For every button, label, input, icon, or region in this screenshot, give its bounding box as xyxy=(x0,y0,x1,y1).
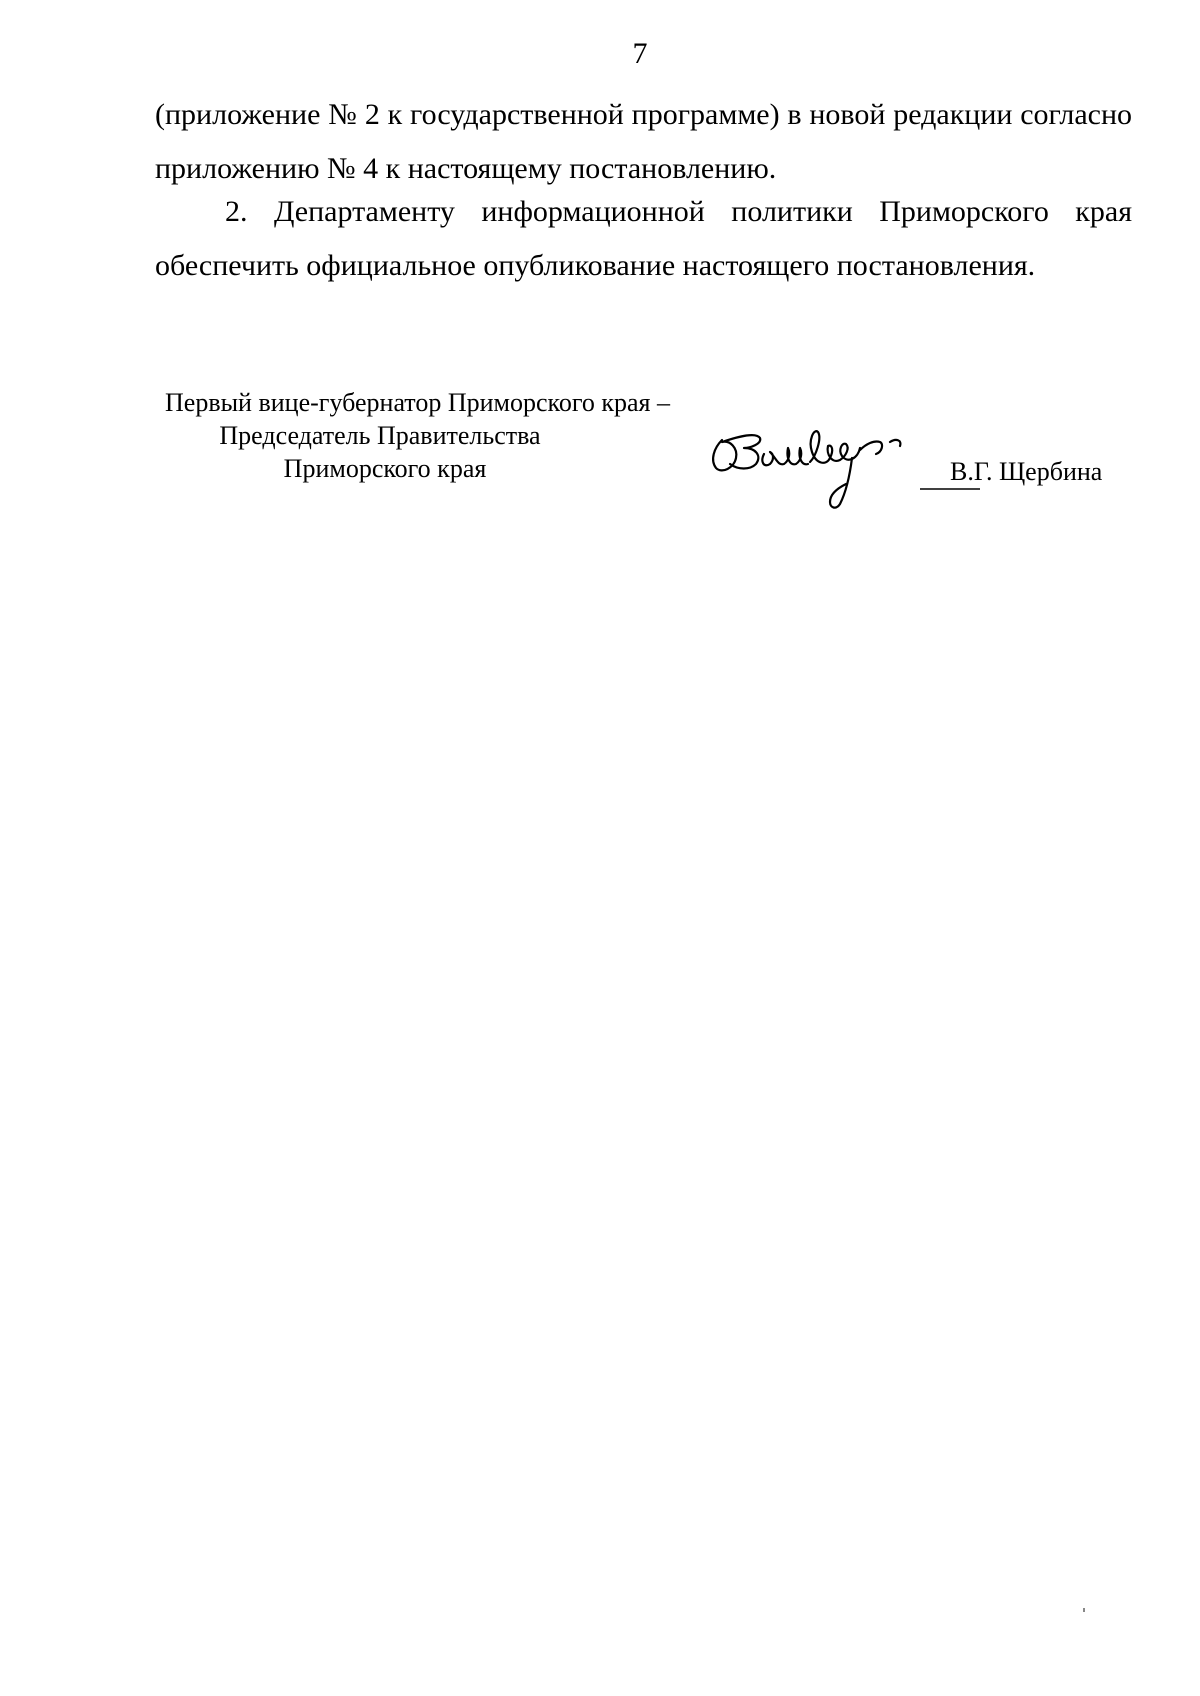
paragraph-text: 2. Департаменту информационной политики Приморского края обеспечить официальное опубликование настоящего постановления. xyxy=(155,195,1132,282)
position-line-1: Первый вице-губернатор Приморского края – xyxy=(165,388,670,417)
page-number: 7 xyxy=(632,37,648,70)
body-paragraph-2 xyxy=(155,185,1132,293)
signatory-name: В.Г. Щербина xyxy=(950,457,1103,486)
handwritten-signature xyxy=(700,418,915,518)
position-line-2: Председатель Правительства xyxy=(219,421,541,450)
position-line-3: Приморского края xyxy=(283,454,487,483)
signature-underline xyxy=(920,488,980,490)
scan-artifact xyxy=(1083,1608,1085,1612)
paragraph-text: (приложение № 2 к государственной программе) в новой редакции согласно приложению № 4 к настоящему постановлению. xyxy=(155,98,1132,185)
signatory-position xyxy=(165,386,745,485)
body-paragraph-1 xyxy=(155,88,1132,196)
